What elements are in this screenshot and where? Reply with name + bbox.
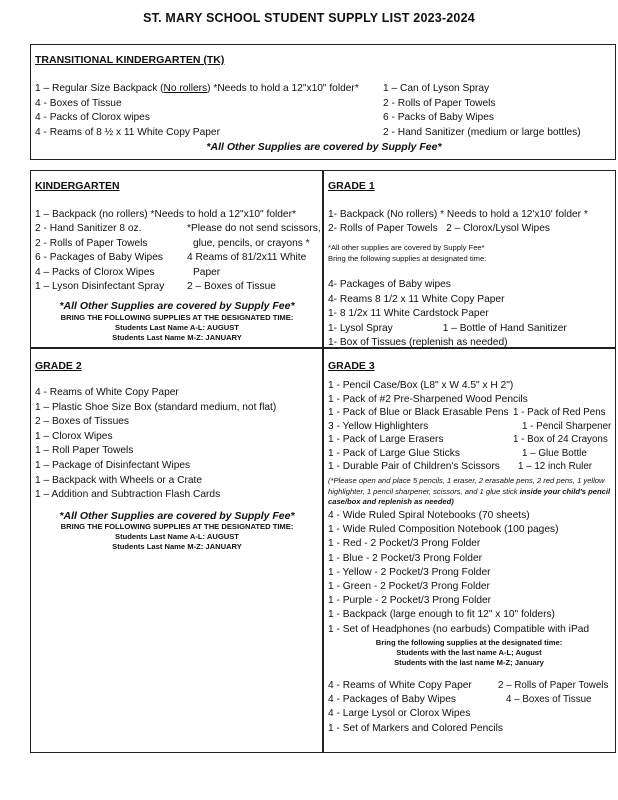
- list-item: 2 - Hand Sanitizer (medium or large bottles): [383, 126, 581, 138]
- kinder-left-list: [35, 222, 164, 295]
- list-item: 6 - Packs of Baby Wipes: [383, 112, 494, 124]
- list-item: glue, pencils, or crayons *: [193, 237, 310, 249]
- grade1-heading: GRADE 1: [328, 180, 375, 192]
- list-item: 1 - Set of Markers and Colored Pencils: [328, 722, 503, 734]
- list-item: 1- Backpack (No rollers) * Needs to hold a 12'x10' folder *: [328, 209, 588, 220]
- list-item: 4 Reams of 81/2x11 White: [187, 252, 307, 264]
- tk-fee-note: *All Other Supplies are covered by Supply Fee*: [206, 141, 442, 153]
- list-item: 1 - Pack of Red Pens: [513, 407, 606, 418]
- grade3-top-list: [328, 379, 528, 406]
- list-item: 1 - Wide Ruled Composition Notebook (100 pages): [328, 524, 559, 536]
- list-item: 1 - Pencil Sharpener: [522, 420, 612, 432]
- list-item: 2 - Hand Sanitizer 8 oz.: [35, 223, 142, 234]
- list-item: 1 - Green - 2 Pocket/3 Prong Folder: [328, 581, 490, 593]
- list-item: 1 – Roll Paper Towels: [35, 445, 134, 457]
- list-item: 2 – Boxes of Tissues: [35, 416, 129, 428]
- list-item: 1 – Glue Bottle: [522, 447, 587, 459]
- list-item: 1 - Pencil Case/Box (L8" x W 4.5" x H 2"): [328, 380, 514, 391]
- grade3-section: [322, 348, 616, 753]
- list-item: 1 - Pack of Blue or Black Erasable Pens: [328, 407, 509, 418]
- grade3-heading: GRADE 3: [328, 360, 375, 372]
- list-item: 6 - Packages of Baby Wipes: [35, 252, 163, 264]
- list-item: 1 - Set of Headphones (no earbuds) Compatible with iPad: [328, 623, 590, 635]
- list-item: 2 - Rolls of Paper Towels: [383, 97, 496, 109]
- list-item: 1 - Red - 2 Pocket/3 Prong Folder: [328, 538, 481, 550]
- list-item: 1 - Durable Pair of Children's Scissors: [328, 461, 500, 473]
- list-item: 4 - Reams of 8 ½ x 11 White Copy Paper: [35, 126, 220, 138]
- tk-section: [30, 44, 616, 160]
- list-item: 1- Box of Tissues (replenish as needed): [328, 337, 508, 349]
- list-item: 1 - Pack of Large Glue Sticks: [328, 447, 460, 459]
- grade2-heading: GRADE 2: [35, 360, 82, 372]
- list-item: Paper: [193, 266, 221, 278]
- list-item: 1 – Lyson Disinfectant Spray: [35, 281, 165, 293]
- tk-right-list: [383, 82, 581, 140]
- list-item: 1 – Plastic Shoe Size Box (standard medium, not flat): [35, 401, 277, 413]
- list-item: 1 - Pack of Large Erasers: [328, 434, 444, 446]
- kinder-heading: KINDERGARTEN: [35, 180, 120, 192]
- list-item: 1 - Box of 24 Crayons: [513, 434, 608, 446]
- list-item: 4 – Boxes of Tissue: [506, 694, 592, 706]
- list-item: 4 - Wide Ruled Spiral Notebooks (70 sheets): [328, 510, 530, 521]
- list-item: 1- Lysol Spray 1 – Bottle of Hand Sanitizer: [328, 322, 567, 334]
- grade2-list: [35, 386, 276, 503]
- list-item: 2- Rolls of Paper Towels 2 – Clorox/Lysol Wipes: [328, 223, 550, 234]
- list-item: 4- Packages of Baby wipes: [328, 279, 451, 290]
- grade3-bring-note: Bring the following supplies at the designated time: Students with the last name A-L; August Students with the last name M-Z; January: [375, 638, 563, 667]
- list-item: 1 - Yellow - 2 Pocket/3 Prong Folder: [328, 566, 491, 578]
- list-item: 1 – Addition and Subtraction Flash Cards: [35, 489, 221, 501]
- grade3-late-left: [328, 679, 503, 736]
- grade2-fee-note: *All Other Supplies are covered by Supply Fee*: [59, 510, 295, 522]
- grade3-list: [328, 509, 589, 637]
- tk-left-list: [35, 82, 359, 140]
- grade3-late-right: [498, 679, 608, 707]
- list-item: *Please do not send scissors,: [187, 223, 321, 234]
- grade1-fee-note: *All other supplies are covered by Supply Fee*: [328, 243, 485, 252]
- list-item: 4 - Packages of Baby Wipes: [328, 694, 456, 706]
- grade3-pencil-case-note: (*Please open and place 5 pencils, 1 eraser, 2 erasable pens, 2 red pens, 1 yellow highlighter, 1 pencil sharpener, scissors, and 1 glue stick inside your child's pencil case/box and replenish as needed): [328, 476, 611, 506]
- list-item: 1- 8 1/2x 11 White Cardstock Paper: [328, 308, 489, 320]
- list-item: 2 - Rolls of Paper Towels: [35, 237, 148, 249]
- list-item: 4 - Large Lysol or Clorox Wipes: [328, 708, 471, 720]
- list-item: 4 – Packs of Clorox Wipes: [35, 266, 155, 278]
- list-item: 1 - Pack of #2 Pre-Sharpened Wood Pencils: [328, 393, 528, 405]
- list-item: 4 - Reams of White Copy Paper: [328, 680, 472, 691]
- list-item: 3 - Yellow Highlighters: [328, 420, 429, 432]
- grade3-pair-right: [513, 406, 611, 474]
- list-item: 1 – Backpack (no rollers) *Needs to hold a 12"x10" folder*: [35, 209, 296, 220]
- kinder-fee-note: *All Other Supplies are covered by Supply Fee*: [59, 300, 295, 312]
- list-item: 1 - Blue - 2 Pocket/3 Prong Folder: [328, 552, 483, 564]
- list-item: 1 - Purple - 2 Pocket/3 Prong Folder: [328, 595, 492, 607]
- list-item: 1 – Package of Disinfectant Wipes: [35, 459, 191, 471]
- list-item: 1 – Can of Lyson Spray: [383, 83, 490, 94]
- page-title: ST. MARY SCHOOL STUDENT SUPPLY LIST 2023-2024: [143, 11, 475, 25]
- grade2-section: [30, 348, 324, 753]
- tk-heading: TRANSITIONAL KINDERGARTEN (TK): [35, 54, 225, 66]
- kindergarten-section: [30, 170, 324, 348]
- list-item: 1 – Backpack with Wheels or a Crate: [35, 474, 203, 486]
- list-item: 1 - Backpack (large enough to fit 12" x 10" folders): [328, 609, 555, 621]
- list-item: 2 – Boxes of Tissue: [187, 281, 276, 293]
- list-item: 2 – Rolls of Paper Towels: [498, 680, 609, 691]
- list-item: 1 – Regular Size Backpack (No rollers) *Needs to hold a 12"x10" folder*: [35, 83, 359, 94]
- list-item: 4 - Boxes of Tissue: [35, 97, 122, 109]
- grade3-pair-left: [328, 406, 509, 474]
- list-item: 1 – Clorox Wipes: [35, 430, 113, 442]
- grade1-list: [328, 278, 567, 351]
- kinder-right-list: [187, 222, 321, 295]
- grade1-section: [322, 170, 616, 348]
- list-item: 4 - Packs of Clorox wipes: [35, 112, 150, 124]
- list-item: 4- Reams 8 1/2 x 11 White Copy Paper: [328, 293, 505, 305]
- list-item: 4 - Reams of White Copy Paper: [35, 387, 179, 398]
- list-item: 1 – 12 inch Ruler: [518, 461, 593, 473]
- grade2-bring-note: BRING THE FOLLOWING SUPPLIES AT THE DESIGNATED TIME: Students Last Name A-L: AUGUST Students Last Name M-Z: JANUARY: [60, 522, 294, 551]
- grade1-bring-note: Bring the following supplies at designated time:: [328, 254, 487, 263]
- kinder-bring-note: BRING THE FOLLOWING SUPPLIES AT THE DESIGNATED TIME: Students Last Name A-L: AUGUST Students Last Name M-Z: JANUARY: [60, 313, 294, 342]
